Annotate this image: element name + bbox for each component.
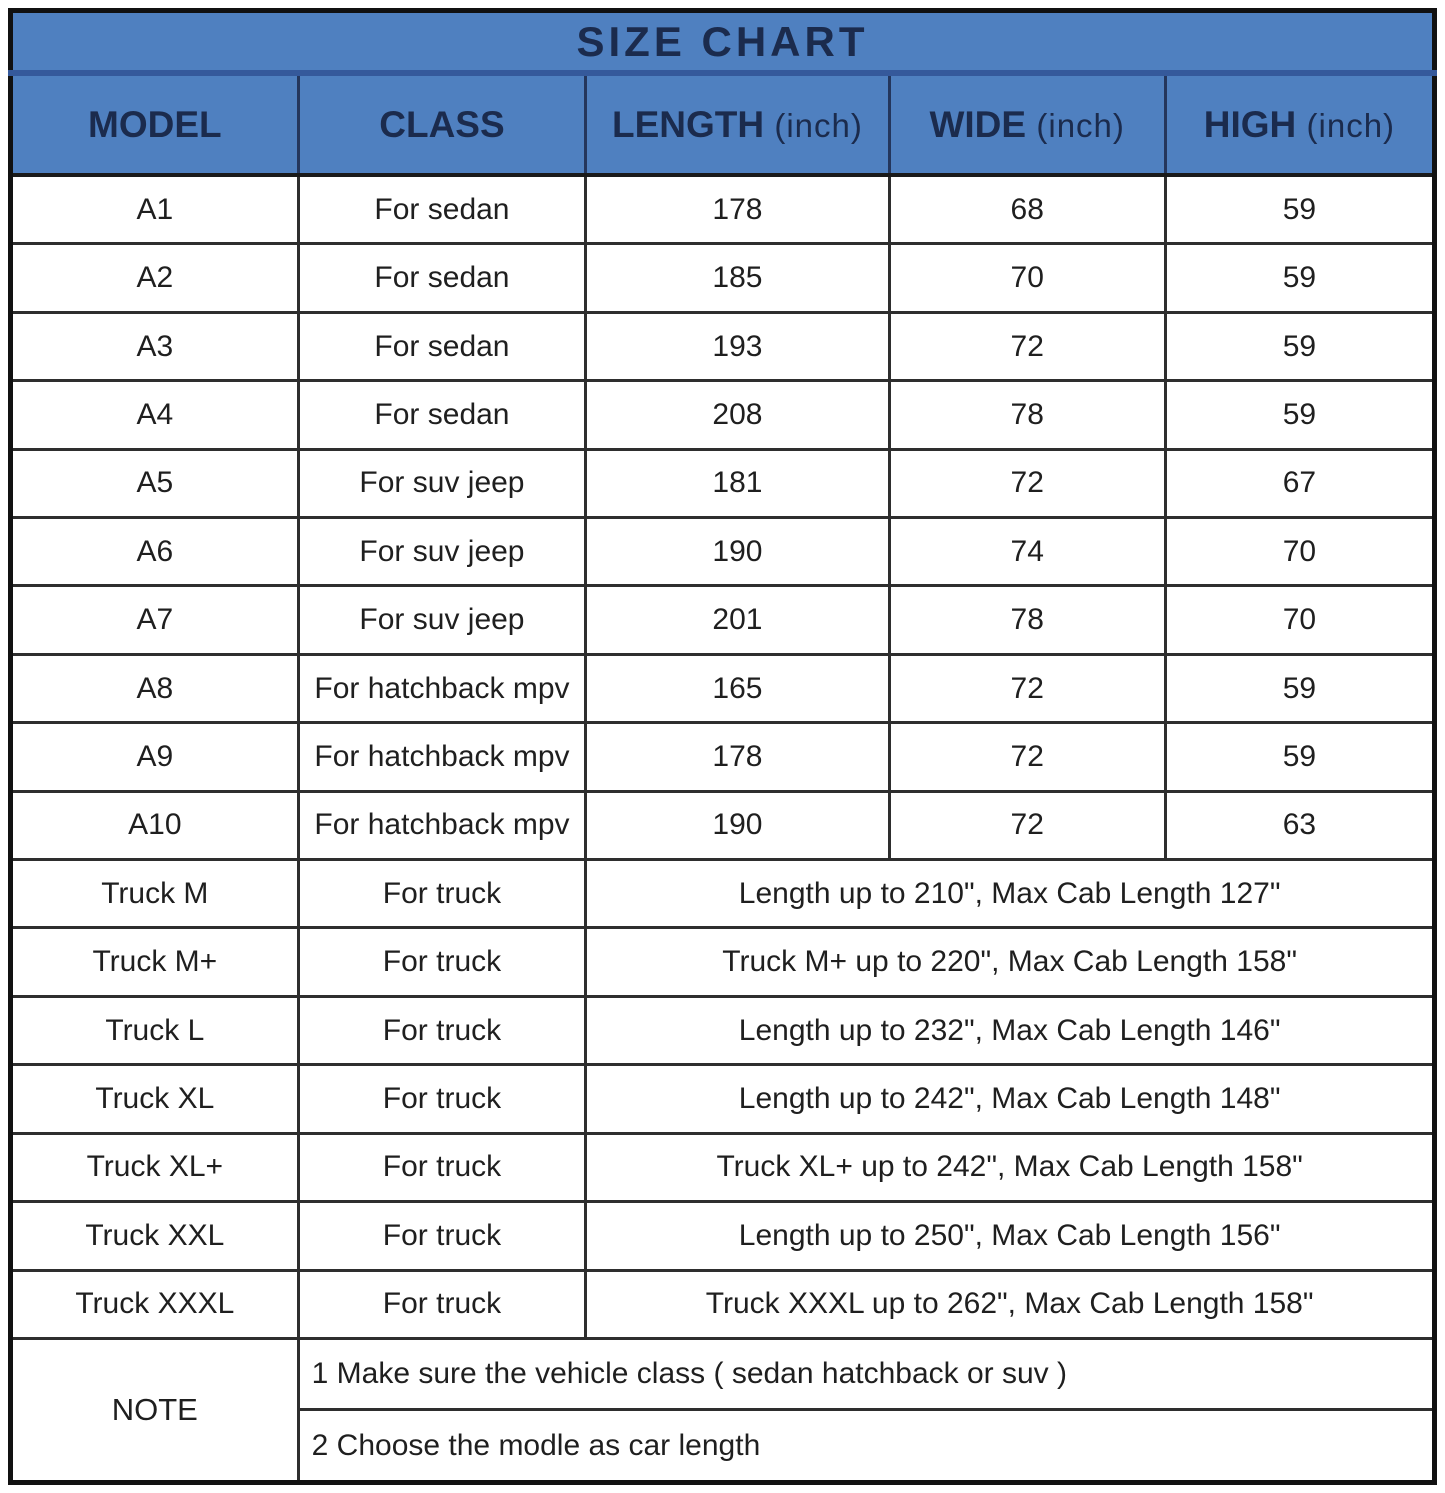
column-header-label: HIGH xyxy=(1203,103,1297,145)
cell-wide: 72 xyxy=(889,654,1165,722)
cell-length: 165 xyxy=(586,654,889,722)
column-header-label: MODEL xyxy=(88,103,222,145)
cell-high: 59 xyxy=(1165,381,1434,449)
column-header-class xyxy=(298,73,586,175)
cell-model: A1 xyxy=(11,175,299,244)
table-row-truck-l xyxy=(11,996,1435,1064)
cell-truck-spec: Length up to 232", Max Cab Length 146" xyxy=(586,996,1435,1064)
cell-truck-spec: Length up to 242", Max Cab Length 148" xyxy=(586,1065,1435,1133)
cell-class: For suv jeep xyxy=(298,449,586,517)
cell-note-item: 2 Choose the modle as car length xyxy=(298,1410,1434,1483)
cell-class: For truck xyxy=(298,1065,586,1133)
cell-length: 190 xyxy=(586,518,889,586)
table-row-a8 xyxy=(11,654,1435,722)
cell-model: A2 xyxy=(11,244,299,312)
column-header-unit: (inch) xyxy=(1036,106,1125,144)
column-header-wide xyxy=(889,73,1165,175)
cell-class: For truck xyxy=(298,1270,586,1338)
cell-class: For truck xyxy=(298,860,586,928)
cell-class: For truck xyxy=(298,996,586,1064)
cell-model: A10 xyxy=(11,791,299,859)
cell-truck-spec: Length up to 210", Max Cab Length 127" xyxy=(586,860,1435,928)
cell-model: Truck XL+ xyxy=(11,1133,299,1201)
cell-model: A4 xyxy=(11,381,299,449)
cell-model: A7 xyxy=(11,586,299,654)
cell-model: Truck XXL xyxy=(11,1202,299,1270)
cell-class: For hatchback mpv xyxy=(298,791,586,859)
table-row-a3 xyxy=(11,312,1435,380)
cell-length: 178 xyxy=(586,723,889,791)
cell-model: A5 xyxy=(11,449,299,517)
cell-model: Truck M xyxy=(11,860,299,928)
column-header-length xyxy=(586,73,889,175)
cell-class: For sedan xyxy=(298,312,586,380)
cell-wide: 72 xyxy=(889,449,1165,517)
cell-length: 181 xyxy=(586,449,889,517)
cell-truck-spec: Truck XL+ up to 242", Max Cab Length 158" xyxy=(586,1133,1435,1201)
cell-model: A8 xyxy=(11,654,299,722)
cell-note-item: 1 Make sure the vehicle class ( sedan hatchback or suv ) xyxy=(298,1338,1434,1409)
cell-high: 59 xyxy=(1165,312,1434,380)
cell-model: A6 xyxy=(11,518,299,586)
column-header-label: WIDE xyxy=(929,103,1027,145)
column-header-unit: (inch) xyxy=(1306,106,1396,144)
cell-truck-spec: Truck XXXL up to 262", Max Cab Length 158" xyxy=(586,1270,1435,1338)
table-row-a1 xyxy=(11,175,1435,244)
table-row-a9 xyxy=(11,723,1435,791)
cell-class: For truck xyxy=(298,928,586,996)
cell-model: A9 xyxy=(11,723,299,791)
cell-truck-spec: Truck M+ up to 220", Max Cab Length 158" xyxy=(586,928,1435,996)
cell-length: 201 xyxy=(586,586,889,654)
cell-wide: 68 xyxy=(889,175,1165,244)
cell-class: For suv jeep xyxy=(298,586,586,654)
column-header-model xyxy=(11,73,299,175)
cell-class: For hatchback mpv xyxy=(298,654,586,722)
cell-class: For truck xyxy=(298,1202,586,1270)
table-row-truck-m xyxy=(11,860,1435,928)
cell-wide: 70 xyxy=(889,244,1165,312)
cell-length: 178 xyxy=(586,175,889,244)
cell-wide: 78 xyxy=(889,586,1165,654)
column-header-row xyxy=(11,73,1435,175)
cell-wide: 78 xyxy=(889,381,1165,449)
table-row-truck-m-plus xyxy=(11,928,1435,996)
cell-class: For sedan xyxy=(298,244,586,312)
cell-wide: 72 xyxy=(889,791,1165,859)
cell-wide: 72 xyxy=(889,312,1165,380)
cell-length: 190 xyxy=(586,791,889,859)
cell-model: Truck L xyxy=(11,996,299,1064)
cell-class: For sedan xyxy=(298,381,586,449)
cell-class: For sedan xyxy=(298,175,586,244)
cell-truck-spec: Length up to 250", Max Cab Length 156" xyxy=(586,1202,1435,1270)
cell-high: 70 xyxy=(1165,586,1434,654)
table-row-note-1 xyxy=(11,1338,1435,1409)
table-row-a5 xyxy=(11,449,1435,517)
table-row-a6 xyxy=(11,518,1435,586)
cell-class: For suv jeep xyxy=(298,518,586,586)
cell-wide: 74 xyxy=(889,518,1165,586)
cell-model: Truck XXXL xyxy=(11,1270,299,1338)
cell-high: 59 xyxy=(1165,723,1434,791)
cell-high: 70 xyxy=(1165,518,1434,586)
cell-high: 59 xyxy=(1165,175,1434,244)
cell-length: 193 xyxy=(586,312,889,380)
table-row-truck-xl-plus xyxy=(11,1133,1435,1201)
cell-class: For hatchback mpv xyxy=(298,723,586,791)
table-row-truck-xl xyxy=(11,1065,1435,1133)
table-row-a2 xyxy=(11,244,1435,312)
cell-model: Truck M+ xyxy=(11,928,299,996)
table-row-truck-xxl xyxy=(11,1202,1435,1270)
cell-high: 59 xyxy=(1165,654,1434,722)
cell-class: For truck xyxy=(298,1133,586,1201)
column-header-high xyxy=(1165,73,1434,175)
page-title: SIZE CHART xyxy=(11,11,1435,74)
size-chart-table xyxy=(8,8,1437,1485)
table-row-a10 xyxy=(11,791,1435,859)
cell-high: 63 xyxy=(1165,791,1434,859)
cell-length: 208 xyxy=(586,381,889,449)
cell-length: 185 xyxy=(586,244,889,312)
table-row-a7 xyxy=(11,586,1435,654)
table-row-a4 xyxy=(11,381,1435,449)
table-row-truck-xxxl xyxy=(11,1270,1435,1338)
column-header-label: LENGTH xyxy=(611,103,765,145)
cell-wide: 72 xyxy=(889,723,1165,791)
cell-high: 59 xyxy=(1165,244,1434,312)
cell-model: A3 xyxy=(11,312,299,380)
column-header-label: CLASS xyxy=(379,103,505,145)
title-row xyxy=(11,11,1435,74)
cell-note-label: NOTE xyxy=(11,1338,299,1482)
column-header-unit: (inch) xyxy=(774,106,863,144)
cell-high: 67 xyxy=(1165,449,1434,517)
cell-model: Truck XL xyxy=(11,1065,299,1133)
